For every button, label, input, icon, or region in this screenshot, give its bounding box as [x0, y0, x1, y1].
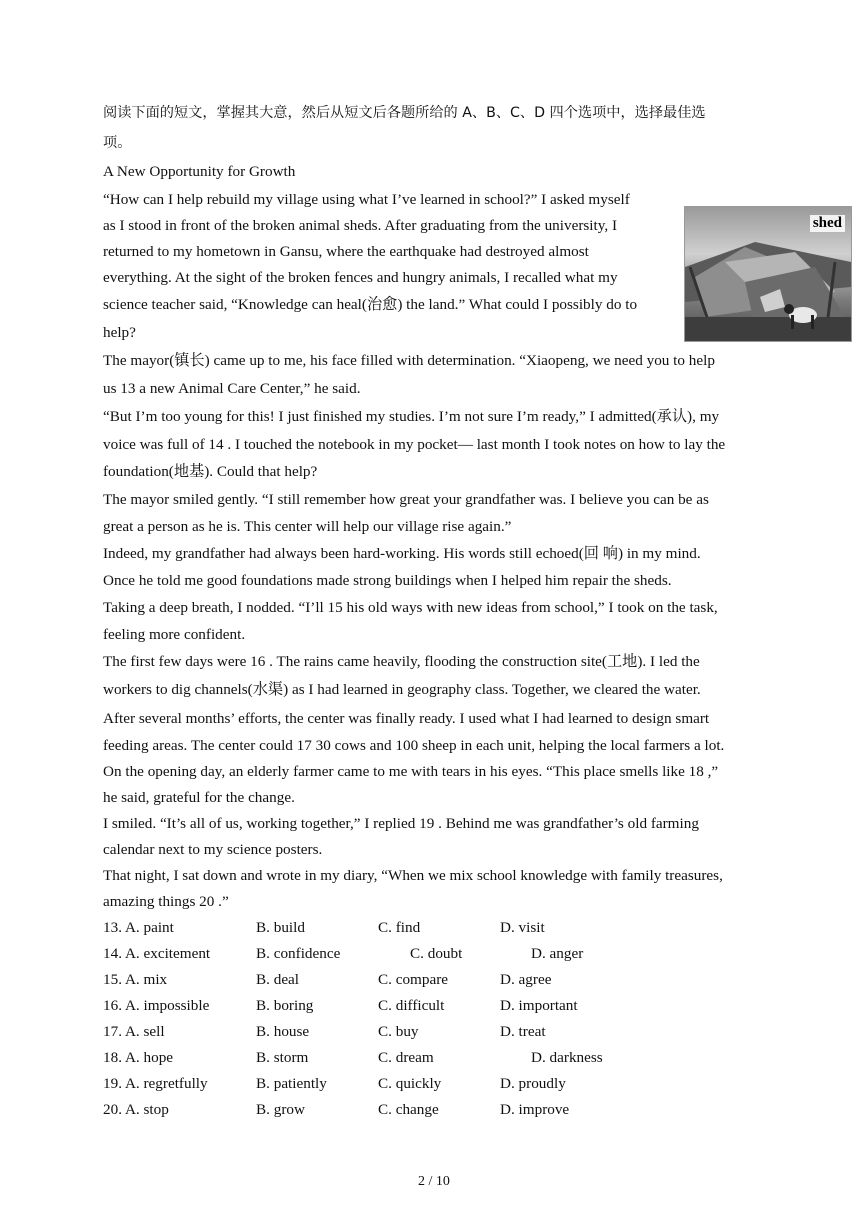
option-b: B. grow	[256, 1101, 305, 1118]
passage-line: foundation(地基). Could that help?	[103, 463, 318, 480]
passage-line: science teacher said, “Knowledge can heal(治愈) the land.” What could I possibly do to	[103, 296, 638, 313]
passage-line: us 13 a new Animal Care Center,” he said.	[103, 380, 361, 397]
page-number: 2 / 10	[418, 1174, 450, 1189]
option-c: C. find	[378, 919, 421, 936]
option-b: B. patiently	[256, 1075, 327, 1092]
question-row	[103, 945, 803, 963]
passage-line: That night, I sat down and wrote in my diary, “When we mix school knowledge with family treasures,	[103, 867, 723, 884]
passage-line: Indeed, my grandfather had always been hard-working. His words still echoed(回 响) in my mind.	[103, 545, 701, 562]
option-b: B. boring	[256, 997, 314, 1014]
option-c: C. difficult	[378, 997, 445, 1014]
option-d: D. agree	[500, 971, 552, 988]
question-row	[103, 1049, 803, 1067]
passage-line: Once he told me good foundations made strong buildings when I helped him repair the sheds.	[103, 572, 672, 589]
passage-line: The mayor smiled gently. “I still remember how great your grandfather was. I believe you can be as	[103, 491, 709, 508]
passage-line: “But I’m too young for this! I just finished my studies. I’m not sure I’m ready,” I admitted(承认), my	[103, 408, 720, 425]
passage-line: feeding areas. The center could 17 30 cows and 100 sheep in each unit, helping the local farmers a lot.	[103, 737, 725, 754]
option-c: C. quickly	[378, 1075, 442, 1092]
option-c: C. compare	[378, 971, 449, 988]
option-a: 14. A. excitement	[103, 945, 211, 962]
passage-line: amazing things 20 .”	[103, 893, 229, 910]
passage-line: he said, grateful for the change.	[103, 789, 295, 806]
option-a: 17. A. sell	[103, 1023, 165, 1040]
passage-line: great a person as he is. This center will help our village rise again.”	[103, 518, 512, 535]
passage-line: voice was full of 14 . I touched the notebook in my pocket— last month I took notes on how to lay the	[103, 436, 726, 453]
question-row	[103, 1075, 803, 1093]
passage-line: “How can I help rebuild my village using what I’ve learned in school?” I asked myself	[103, 191, 630, 208]
shed-photo	[684, 206, 852, 342]
passage-line: I smiled. “It’s all of us, working together,” I replied 19 . Behind me was grandfather’s old farming	[103, 815, 699, 832]
passage-line: On the opening day, an elderly farmer came to me with tears in his eyes. “This place smells like 18 ,”	[103, 763, 719, 780]
option-d: D. visit	[500, 919, 545, 936]
option-d: D. improve	[500, 1101, 570, 1118]
option-a: 18. A. hope	[103, 1049, 174, 1066]
option-c: C. dream	[378, 1049, 434, 1066]
option-d: D. darkness	[531, 1049, 603, 1066]
option-d: D. proudly	[500, 1075, 566, 1092]
passage-line: Taking a deep breath, I nodded. “I’ll 15 his old ways with new ideas from school,” I took on the task,	[103, 599, 718, 616]
question-row	[103, 997, 803, 1015]
passage-line: calendar next to my science posters.	[103, 841, 323, 858]
passage-line: as I stood in front of the broken animal sheds. After graduating from the university, I	[103, 217, 618, 234]
instruction-line-1: 阅读下面的短文，掌握其大意，然后从短文后各题所给的 A、B、C、D 四个选项中，选择最佳选	[103, 105, 706, 121]
option-d: D. important	[500, 997, 578, 1014]
passage-line: The first few days were 16 . The rains came heavily, flooding the construction site(工地). I led the	[103, 653, 700, 670]
option-b: B. storm	[256, 1049, 309, 1066]
passage-line: The mayor(镇长) came up to me, his face filled with determination. “Xiaopeng, we need you to help	[103, 352, 715, 369]
passage-line: returned to my hometown in Gansu, where the earthquake had destroyed almost	[103, 243, 589, 260]
option-a: 20. A. stop	[103, 1101, 169, 1118]
passage-line: workers to dig channels(水渠) as I had learned in geography class. Together, we cleared the water.	[103, 681, 701, 698]
option-d: D. treat	[500, 1023, 546, 1040]
option-b: B. house	[256, 1023, 310, 1040]
option-c: C. buy	[378, 1023, 419, 1040]
passage-line: help?	[103, 324, 136, 341]
question-row	[103, 1101, 803, 1119]
passage-line: feeling more confident.	[103, 626, 246, 643]
passage-title: A New Opportunity for Growth	[103, 163, 296, 180]
option-a: 16. A. impossible	[103, 997, 210, 1014]
option-b: B. confidence	[256, 945, 341, 962]
option-a: 13. A. paint	[103, 919, 174, 936]
option-a: 15. A. mix	[103, 971, 168, 988]
instruction-line-2: 项。	[103, 135, 132, 151]
option-d: D. anger	[531, 945, 584, 962]
option-c: C. doubt	[410, 945, 463, 962]
question-row	[103, 919, 803, 937]
option-b: B. build	[256, 919, 305, 936]
passage-line: everything. At the sight of the broken fences and hungry animals, I recalled what my	[103, 269, 618, 286]
option-c: C. change	[378, 1101, 439, 1118]
option-a: 19. A. regretfully	[103, 1075, 208, 1092]
passage-line: After several months’ efforts, the center was finally ready. I used what I had learned to design smart	[103, 710, 710, 727]
option-b: B. deal	[256, 971, 300, 988]
question-row	[103, 971, 803, 989]
question-row	[103, 1023, 803, 1041]
shed-label: shed	[810, 215, 845, 232]
